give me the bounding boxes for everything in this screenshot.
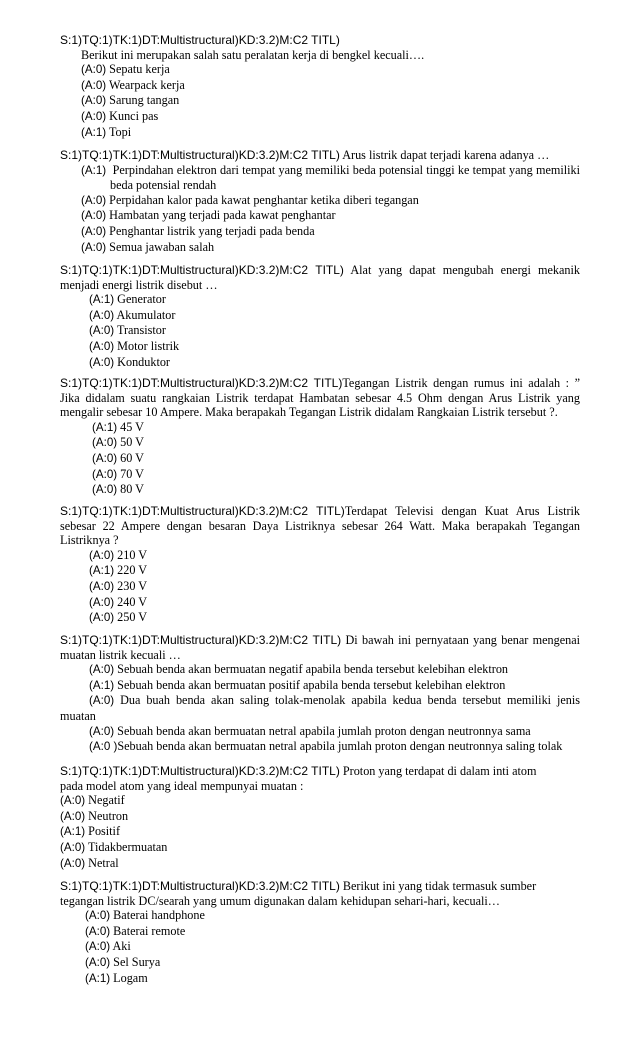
option-item [60,809,580,825]
option-code: (A:0) [60,856,86,870]
question-header: S:1)TQ:1)TK:1)DT:Multistructural)KD:3.2)M:C2 TITL) [60,504,345,518]
option-item [89,323,580,339]
option-text: Konduktor [117,354,170,369]
question-8 [60,879,580,986]
option-item [81,62,580,78]
question-header-line [60,764,580,793]
option-item [85,939,580,955]
option-item [85,908,580,924]
option-code: (A:0) [89,548,115,562]
question-header-line [60,879,580,908]
option-code: (A:0) [85,955,111,969]
option-code: (A:0) [92,467,118,481]
option-text: 240 V [117,594,148,609]
option-text: Aki [112,939,131,954]
option-code: (A:0) [81,209,107,223]
option-code: (A:0) [89,595,115,609]
question-stem: Arus listrik dapat terjadi karena adanya … [342,148,550,162]
question-header: S:1)TQ:1)TK:1)DT:Multistructural)KD:3.2)M:C2 TITL) [60,263,344,277]
option-text: Sebuah benda akan bermuatan positif apabila benda tersebut kelebihan elektron [117,677,506,692]
option-text: 80 V [120,482,144,497]
option-code: (A:0) [81,94,107,108]
option-text: Neutron [88,808,129,823]
question-stem: Proton yang terdapat di dalam inti atom pada model atom yang ideal mempunyai muatan : [60,764,537,793]
question-6 [60,633,580,755]
option-text: 210 V [117,547,148,562]
question-5 [60,504,580,626]
option-item [81,78,580,94]
question-header: S:1)TQ:1)TK:1)DT:Multistructural)KD:3.2)M:C2 TITL) [60,633,342,647]
option-code: (A:0) [60,794,86,808]
option-code: (A:1) [81,163,107,177]
question-2 [60,148,580,255]
option-code: (A:1) [89,293,115,307]
option-item [60,163,580,193]
option-item [92,482,580,498]
option-item [60,678,580,694]
option-list [60,662,580,755]
option-text: 220 V [117,563,148,578]
option-item [92,467,580,483]
option-code: (A:1) [89,564,115,578]
question-stem: Alat yang dapat mengubah energi mekanik menjadi energi listrik disebut … [60,263,581,292]
option-item [92,420,580,436]
option-code: (A:0) [81,109,107,123]
option-text: Perpidahan kalor pada kawat penghantar ketika diberi tegangan [109,192,419,207]
option-text: Logam [113,970,148,985]
option-item [60,240,580,256]
option-text: Transistor [116,323,166,338]
option-code: (A:1) [60,825,86,839]
question-header: S:1)TQ:1)TK:1)DT:Multistructural)KD:3.2)M:C2 TITL) [60,148,340,162]
question-header: S:1)TQ:1)TK:1)DT:Multistructural)KD:3.2)M:C2 TITL) [60,376,343,390]
option-code: (A:0) [81,63,107,77]
option-text: Sebuah benda akan bermuatan negatif apabila benda tersebut kelebihan elektron [117,662,509,677]
option-item [60,193,580,209]
option-text: 60 V [120,450,144,465]
option-text: Topi [108,124,132,139]
option-item [92,451,580,467]
option-text: Akumulator [116,307,176,322]
option-code: (A:0) [85,940,111,954]
question-7 [60,764,580,871]
question-header: S:1)TQ:1)TK:1)DT:Multistructural)KD:3.2)M:C2 TITL) [60,879,340,893]
option-item [81,125,580,141]
option-code: (A:0) [92,483,118,497]
question-stem: Terdapat Televisi dengan Kuat Arus Listrik sebesar 22 Ampere dengan besaran Daya Listriknya sebesar 264 Watt. Maka berapakah Tegangan Listriknya ? [60,504,581,548]
question-stem: Berikut ini merupakan salah satu peralatan kerja di bengkel kecuali…. [81,47,425,62]
option-code: (A:0) [81,78,107,92]
question-header: S:1)TQ:1)TK:1)DT:Multistructural)KD:3.2)M:C2 TITL) [60,33,340,47]
option-text: Generator [117,292,166,307]
option-text: Dua buah benda akan saling tolak-menolak apabila kedua benda tersebut memiliki jenis muatan [60,693,581,723]
option-text: 45 V [120,419,144,434]
question-header-line [60,504,580,548]
option-item [89,595,580,611]
option-item [89,339,580,355]
option-item [89,548,580,564]
question-stem: Berikut ini yang tidak termasuk sumber tegangan listrik DC/searah yang umum digunakan dalam kehidupan sehari-hari, kecuali… [60,879,537,908]
option-item [60,739,580,755]
question-header-line [60,376,580,420]
option-text: Sebuah benda akan bermuatan netral apabila jumlah proton dengan neutronnya sama [117,723,531,738]
option-item [85,971,580,987]
question-1 [60,33,580,140]
option-text: Sel Surya [113,954,161,969]
option-code: (A:0) [89,663,115,677]
option-text: Sepatu kerja [109,62,170,77]
option-text: Sebuah benda akan bermuatan netral apabila jumlah proton dengan neutronnya saling tolak [117,739,563,754]
option-list [60,163,580,256]
option-list [60,62,580,140]
option-list [60,548,580,626]
option-code: (A:0) [89,579,115,593]
option-list [60,908,580,986]
option-item [60,856,580,872]
question-header-line [60,33,580,48]
option-text: Motor listrik [117,338,180,353]
question-header: S:1)TQ:1)TK:1)DT:Multistructural)KD:3.2)M:C2 TITL) [60,764,340,778]
question-3 [60,263,580,370]
option-item [89,308,580,324]
option-item [89,610,580,626]
option-item [89,563,580,579]
option-code: (A:0) [60,840,86,854]
option-text: Tidakbermuatan [87,839,168,854]
option-item [60,662,580,678]
option-text: Semua jawaban salah [109,239,215,254]
option-text: Baterai remote [113,923,186,938]
option-text: Baterai handphone [113,908,205,923]
option-code: (A:0) [89,611,115,625]
question-stem: Di bawah ini pernyataan yang benar mengenai muatan listrik kecuali … [60,633,581,662]
option-item [92,435,580,451]
option-code: (A:0) [89,355,115,369]
option-item [60,693,580,723]
option-text: 250 V [117,610,148,625]
option-code: (A:0) [89,724,115,738]
question-header-line [60,263,580,292]
option-item [60,824,580,840]
option-item [60,724,580,740]
option-item [60,840,580,856]
option-item [60,793,580,809]
option-text: 50 V [120,435,144,450]
option-item [81,93,580,109]
option-code: (A:0) [60,809,86,823]
question-4 [60,376,580,498]
option-item [89,292,580,308]
option-code: (A:1) [92,420,118,434]
option-code: (A:0) [81,224,107,238]
option-text: Hambatan yang terjadi pada kawat penghantar [109,208,336,223]
option-code: (A:0) [89,324,115,338]
option-list [60,420,580,498]
option-list [60,292,580,370]
option-text: 230 V [117,578,148,593]
option-list [60,793,580,871]
option-code: (A:0) [85,924,111,938]
option-code: (A:0) [92,436,118,450]
option-item [81,109,580,125]
question-header-line [60,148,580,163]
option-text: Netral [88,855,119,870]
option-item [60,224,580,240]
option-code: (A:1) [85,971,111,985]
option-code: (A:0) [92,451,118,465]
option-item [89,579,580,595]
option-text: Kunci pas [109,108,159,123]
option-text: Positif [88,824,121,839]
option-text: Wearpack kerja [108,77,185,92]
option-code: (A:0) [81,240,107,254]
question-stem: Tegangan Listrik dengan rumus ini adalah : ” Jika didalam suatu rangkaian Listrik terdapat Hambatan sebesar 4.5 Ohm dengan Arus Listrik yang mengalir sebesar 10 Ampere. Maka berapakah Tegangan Listrik didalam Rangkaian Listrik tersebut ?. [60,376,580,420]
option-code: (A:1) [89,678,115,692]
option-item [60,208,580,224]
option-code: (A:0) [85,909,111,923]
option-text: Negatif [88,793,125,808]
option-text: Penghantar listrik yang terjadi pada benda [109,223,315,238]
option-code: (A:0) [89,308,115,322]
question-header-line [60,633,580,662]
option-code: (A:0) [81,193,107,207]
option-code: (A:0) [89,339,115,353]
option-text: Perpindahan elektron dari tempat yang memiliki beda potensial tinggi ke tempat yang memiliki beda potensial rendah [110,162,580,193]
option-item [89,355,580,371]
option-code: (A:1) [81,125,107,139]
option-item [85,955,580,971]
option-code: (A:0 ) [89,740,118,754]
option-text: Sarung tangan [109,93,180,108]
option-text: 70 V [120,466,144,481]
option-code: (A:0) [89,694,115,708]
option-item [85,924,580,940]
